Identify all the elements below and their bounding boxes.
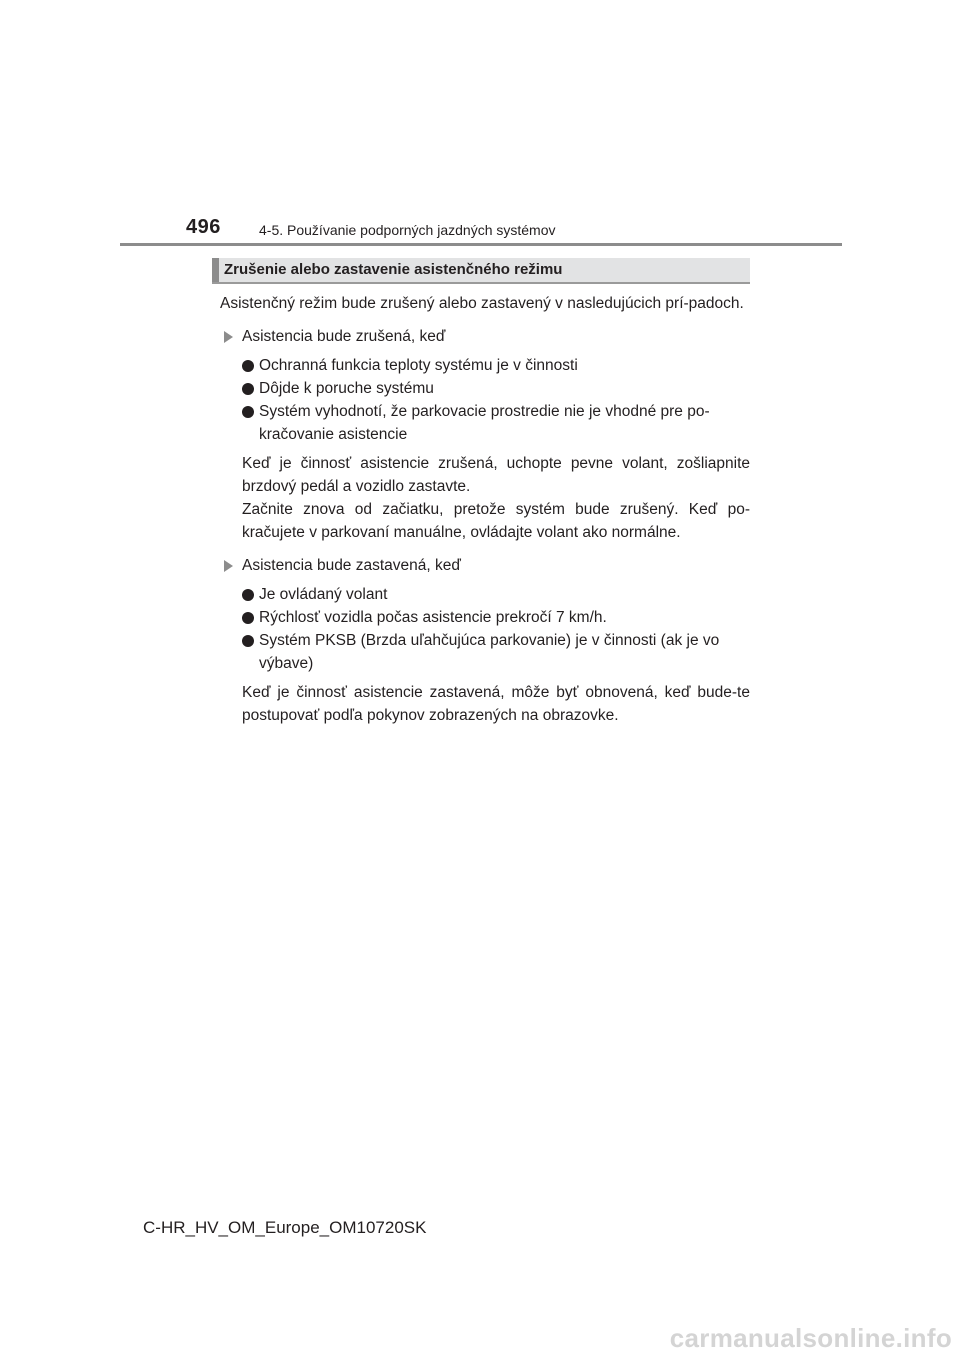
note xyxy=(220,452,750,544)
list-item-text: Systém vyhodnotí, že parkovacie prostredie nie je vhodné pre po-kračovanie asistencie xyxy=(259,403,710,443)
group-stopped xyxy=(220,554,750,727)
bullet-list xyxy=(220,354,750,446)
list-item-text: Dôjde k poruche systému xyxy=(259,380,434,397)
content xyxy=(220,292,750,737)
list-item xyxy=(242,377,750,400)
group-title-text: Asistencia bude zrušená, keď xyxy=(242,328,446,345)
list-item-text: Systém PKSB (Brzda uľahčujúca parkovanie) je v činnosti (ak je vo výbave) xyxy=(259,632,720,672)
list-item-text: Rýchlosť vozidla počas asistencie prekročí 7 km/h. xyxy=(259,609,607,626)
arrow-right-icon xyxy=(224,560,233,572)
bullet-dot-icon xyxy=(242,612,254,624)
group-title-text: Asistencia bude zastavená, keď xyxy=(242,557,461,574)
note xyxy=(220,681,750,727)
group-title xyxy=(220,325,750,348)
header-rule xyxy=(120,243,842,246)
bullet-dot-icon xyxy=(242,589,254,601)
note-text: Začnite znova od začiatku, pretože systém bude zrušený. Keď po-kračujete v parkovaní manuálne, ovládajte volant ako normálne. xyxy=(242,501,750,541)
bullet-dot-icon xyxy=(242,406,254,418)
bullet-list xyxy=(220,583,750,675)
group-title xyxy=(220,554,750,577)
group-cancelled xyxy=(220,325,750,544)
list-item-text: Je ovládaný volant xyxy=(259,586,388,603)
list-item xyxy=(242,583,750,606)
section-heading-title: Zrušenie alebo zastavenie asistenčného režimu xyxy=(224,261,563,278)
arrow-right-icon xyxy=(224,331,233,343)
page-number: 496 xyxy=(186,216,221,238)
list-item-text: Ochranná funkcia teploty systému je v činnosti xyxy=(259,357,578,374)
note-text: Keď je činnosť asistencie zrušená, uchopte pevne volant, zošliapnite brzdový pedál a vozidlo zastavte. xyxy=(242,455,750,495)
bullet-dot-icon xyxy=(242,635,254,647)
list-item xyxy=(242,629,750,675)
section-heading xyxy=(212,258,750,284)
watermark: carmanualsonline.info xyxy=(669,1323,952,1353)
section-heading-bar xyxy=(212,258,219,282)
list-item xyxy=(242,400,750,446)
list-item xyxy=(242,606,750,629)
note-text: Keď je činnosť asistencie zastavená, môže byť obnovená, keď bude-te postupovať podľa pokynov zobrazených na obrazovke. xyxy=(242,684,750,724)
list-item xyxy=(242,354,750,377)
doc-id: C-HR_HV_OM_Europe_OM10720SK xyxy=(143,1218,427,1237)
bullet-dot-icon xyxy=(242,360,254,372)
bullet-dot-icon xyxy=(242,383,254,395)
chapter-title: 4-5. Používanie podporných jazdných systémov xyxy=(259,222,556,238)
intro-text: Asistenčný režim bude zrušený alebo zastavený v nasledujúcich prí-padoch. xyxy=(220,295,744,312)
